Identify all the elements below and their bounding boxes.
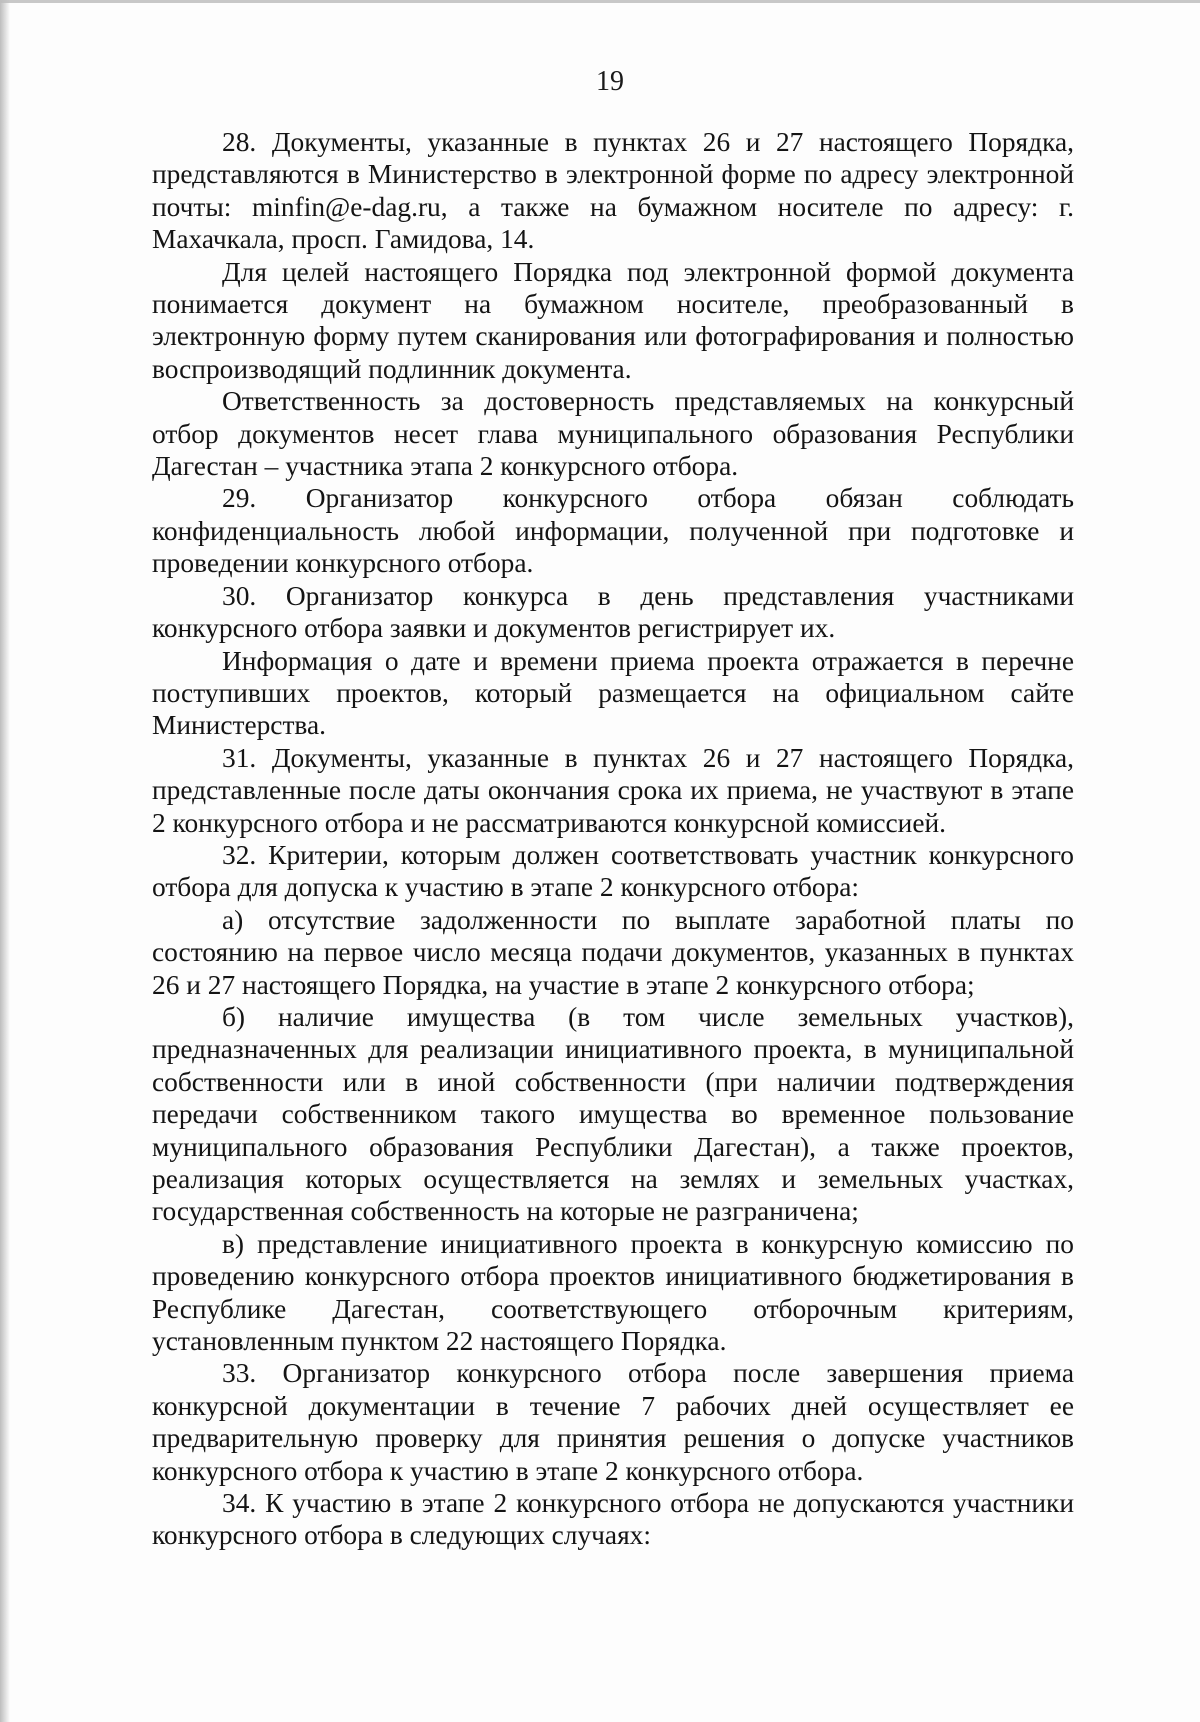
paragraph-28: 28. Документы, указанные в пунктах 26 и 27 настоящего Порядка, представляются в Министерство в электронной форме по адресу электронной почты: minfin@e-dag.ru, а также на бумажном носителе по адресу: г. Махачкала, просп. Гамидова, 14. — [152, 127, 1074, 255]
paragraph-31: 31. Документы, указанные в пунктах 26 и 27 настоящего Порядка, представленные после даты окончания срока их приема, не участвуют в этапе 2 конкурсного отбора и не рассматриваются конкурсной комиссией. — [152, 742, 1074, 838]
paragraph-33: 33. Организатор конкурсного отбора после завершения приема конкурсной документации в течение 7 рабочих дней осуществляет ее предварительную проверку для принятия решения о допуске участников конкурсного отбора к участию в этапе 2 конкурсного отбора. — [152, 1358, 1074, 1486]
paragraph-32-b: б) наличие имущества (в том числе земельных участков), предназначенных для реализации инициативного проекта, в муниципальной собственности или в иной собственности (при наличии подтверждения передачи собственником такого имущества во временное пользование муниципального образования Республики Дагестан), а также проектов, реализация которых осуществляется на землях и земельных участках, государственная собственность на которые не разграничена; — [152, 1001, 1074, 1227]
paragraph-32-a: а) отсутствие задолженности по выплате заработной платы по состоянию на первое число месяца подачи документов, указанных в пунктах 26 и 27 настоящего Порядка, на участие в этапе 2 конкурсного отбора; — [152, 904, 1074, 1000]
paragraph-information: Информация о дате и времени приема проекта отражается в перечне поступивших проектов, который размещается на официальном сайте Министерства. — [152, 645, 1074, 741]
paragraph-29: 29. Организатор конкурсного отбора обязан соблюдать конфиденциальность любой информации, полученной при подготовке и проведении конкурсного отбора. — [152, 483, 1074, 579]
paragraph-electronic-form: Для целей настоящего Порядка под электронной формой документа понимается документ на бумажном носителе, преобразованный в электронную форму путем сканирования или фотографирования и полностью воспроизводящий подлинник документа. — [152, 256, 1074, 384]
document-body — [152, 126, 1074, 1552]
scan-edge-top — [0, 0, 1200, 3]
scan-edge-left — [0, 0, 10, 1722]
page-number: 19 — [596, 66, 624, 97]
paragraph-32: 32. Критерии, которым должен соответствовать участник конкурсного отбора для допуска к участию в этапе 2 конкурсного отбора: — [152, 839, 1074, 903]
paragraph-34: 34. К участию в этапе 2 конкурсного отбора не допускаются участники конкурсного отбора в следующих случаях: — [152, 1488, 1074, 1551]
paragraph-responsibility: Ответственность за достоверность представляемых на конкурсный отбор документов несет глава муниципального образования Республики Дагестан – участника этапа 2 конкурсного отбора. — [152, 386, 1074, 482]
paragraph-30: 30. Организатор конкурса в день представления участниками конкурсного отбора заявки и документов регистрирует их. — [152, 580, 1074, 644]
paragraph-32-v: в) представление инициативного проекта в конкурсную комиссию по проведению конкурсного отбора проектов инициативного бюджетирования в Республике Дагестан, соответствующего отборочным критериям, установленным пунктом 22 настоящего Порядка. — [152, 1228, 1074, 1357]
